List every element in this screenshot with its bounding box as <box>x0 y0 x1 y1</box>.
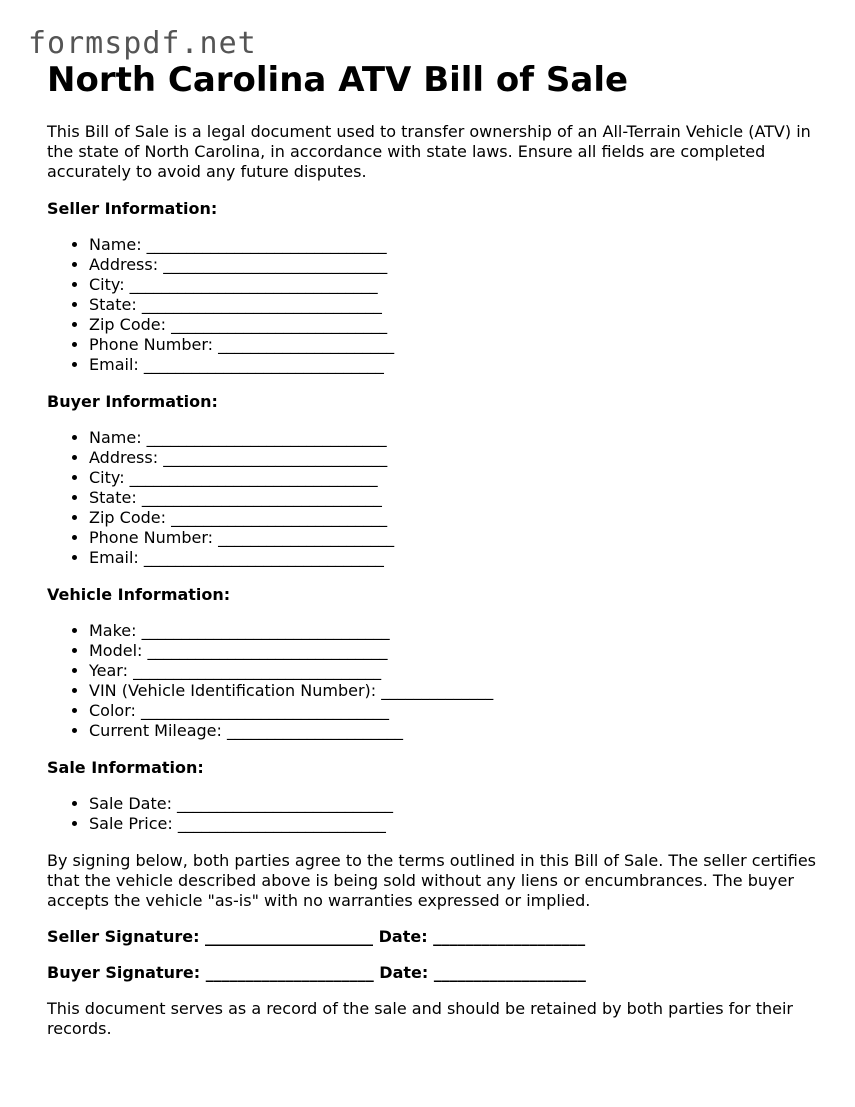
document-page <box>47 58 817 1039</box>
buyer-address-field: • Address: ____________________________ <box>89 448 817 468</box>
vehicle-year-field: • Year: _______________________________ <box>89 661 817 681</box>
seller-signature-line: Seller Signature: _____________________ Date: ___________________ <box>47 927 586 946</box>
seller-zip-field: • Zip Code: ___________________________ <box>89 315 817 335</box>
seller-heading: Seller Information: <box>47 199 218 218</box>
buyer-zip-field: • Zip Code: ___________________________ <box>89 508 817 528</box>
buyer-name-field: • Name: ______________________________ <box>89 428 817 448</box>
sale-price-field: • Sale Price: __________________________ <box>89 814 817 834</box>
seller-address-field: • Address: ____________________________ <box>89 255 817 275</box>
sale-date-field: • Sale Date: ___________________________ <box>89 794 817 814</box>
watermark: formspdf.net <box>28 26 257 61</box>
vehicle-heading: Vehicle Information: <box>47 585 231 604</box>
page-title: North Carolina ATV Bill of Sale <box>47 60 629 100</box>
buyer-state-field: • State: ______________________________ <box>89 488 817 508</box>
vehicle-model-field: • Model: ______________________________ <box>89 641 817 661</box>
seller-name-field: • Name: ______________________________ <box>89 235 817 255</box>
vehicle-vin-field: • VIN (Vehicle Identification Number): ______________ <box>89 681 817 701</box>
seller-email-field: • Email: ______________________________ <box>89 355 817 375</box>
buyer-heading: Buyer Information: <box>47 392 218 411</box>
seller-state-field: • State: ______________________________ <box>89 295 817 315</box>
buyer-field-list <box>47 428 817 568</box>
seller-phone-field: • Phone Number: ______________________ <box>89 335 817 355</box>
vehicle-mileage-field: • Current Mileage: ______________________ <box>89 721 817 741</box>
sale-field-list <box>47 794 817 834</box>
vehicle-make-field: • Make: _______________________________ <box>89 621 817 641</box>
buyer-email-field: • Email: ______________________________ <box>89 548 817 568</box>
vehicle-color-field: • Color: _______________________________ <box>89 701 817 721</box>
sale-heading: Sale Information: <box>47 758 204 777</box>
buyer-signature-line: Buyer Signature: _____________________ Date: ___________________ <box>47 963 586 982</box>
terms-paragraph: By signing below, both parties agree to the terms outlined in this Bill of Sale. The seller certifies that the vehicle described above is being sold without any liens or encumbrances. The buyer accepts the vehicle "as-is" with no warranties expressed or implied. <box>47 851 816 910</box>
record-note: This document serves as a record of the sale and should be retained by both parties for their records. <box>47 999 793 1038</box>
vehicle-field-list <box>47 621 817 741</box>
buyer-city-field: • City: _______________________________ <box>89 468 817 488</box>
seller-field-list <box>47 235 817 375</box>
seller-city-field: • City: _______________________________ <box>89 275 817 295</box>
intro-paragraph: This Bill of Sale is a legal document used to transfer ownership of an All-Terrain Vehicle (ATV) in the state of North Carolina, in accordance with state laws. Ensure all fields are completed accurately to avoid any future disputes. <box>47 122 811 181</box>
buyer-phone-field: • Phone Number: ______________________ <box>89 528 817 548</box>
